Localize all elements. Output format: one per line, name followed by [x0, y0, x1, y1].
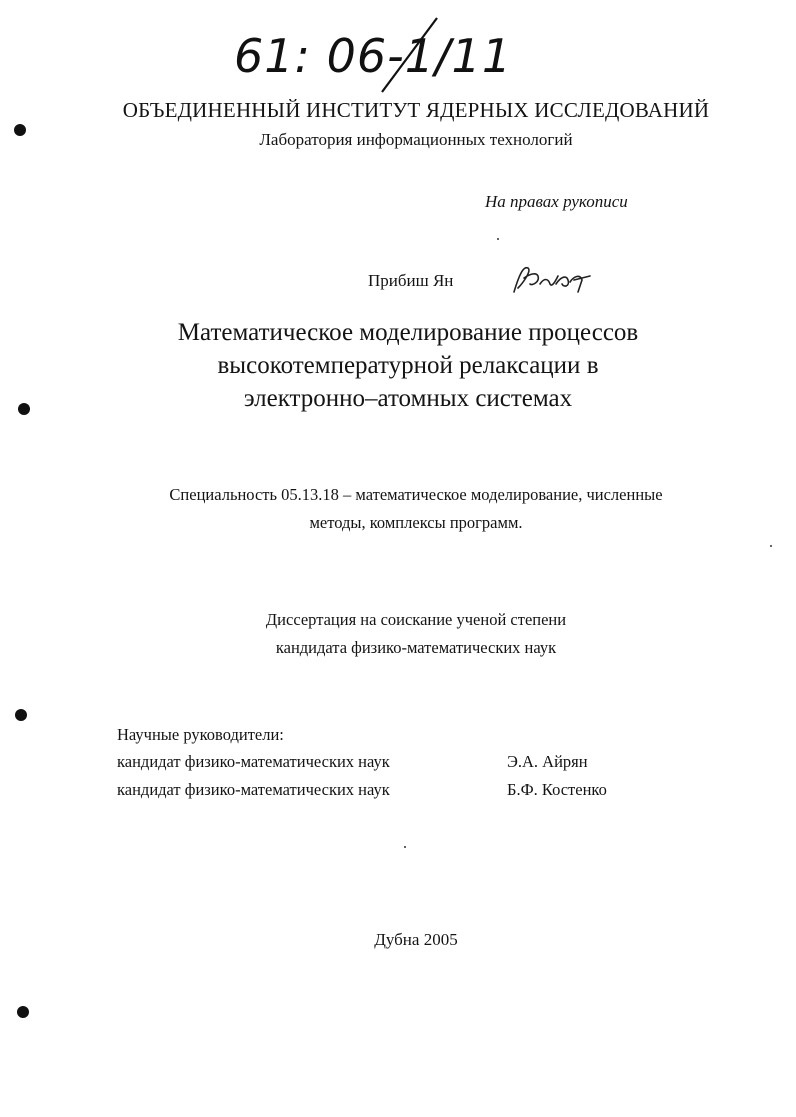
title-line: высокотемпературной релаксации в — [217, 352, 599, 379]
author-name: Прибиш Ян — [368, 271, 454, 290]
specialty-line: Специальность 05.13.18 – математическое моделирование, численные — [169, 485, 663, 504]
binder-hole — [18, 403, 30, 415]
binder-hole — [14, 124, 26, 136]
advisors-heading: Научные руководители: — [117, 725, 284, 744]
scan-speck — [497, 238, 499, 240]
degree-line: кандидата физико-математических наук — [275, 638, 557, 657]
title-line: Математическое моделирование процессов — [177, 319, 639, 346]
archive-stamp-graphic — [232, 14, 512, 94]
author-signature — [510, 262, 594, 298]
manuscript-rights-note: На правах рукописи — [485, 192, 628, 211]
dissertation-title — [10, 316, 796, 415]
title-line: электронно–атомных системах — [243, 385, 573, 412]
signature-scribble — [510, 262, 594, 298]
scan-speck — [404, 846, 406, 848]
city-and-year: Дубна 2005 — [374, 930, 458, 949]
institute-name: ОБЪЕДИНЕННЫЙ ИНСТИТУТ ЯДЕРНЫХ ИССЛЕДОВАНИЙ — [122, 98, 710, 122]
degree-line: Диссертация на соискание ученой степени — [265, 610, 567, 629]
advisor-degree: кандидат физико-математических наук — [117, 752, 390, 771]
advisor-name: Э.А. Айрян — [507, 752, 588, 771]
advisor-name: Б.Ф. Костенко — [507, 780, 607, 799]
laboratory-name: Лаборатория информационных технологий — [259, 130, 573, 149]
binder-hole — [17, 1006, 29, 1018]
degree-statement — [18, 606, 796, 662]
scan-speck — [770, 545, 772, 547]
advisor-degree: кандидат физико-математических наук — [117, 780, 390, 799]
advisor-row — [117, 752, 637, 778]
binder-hole — [15, 709, 27, 721]
advisor-row — [117, 780, 637, 806]
archive-stamp-text: 61: 06-1/112 — [234, 29, 512, 83]
specialty-line: методы, комплексы программ. — [309, 513, 523, 532]
specialty — [18, 481, 796, 537]
archive-stamp — [232, 14, 512, 94]
